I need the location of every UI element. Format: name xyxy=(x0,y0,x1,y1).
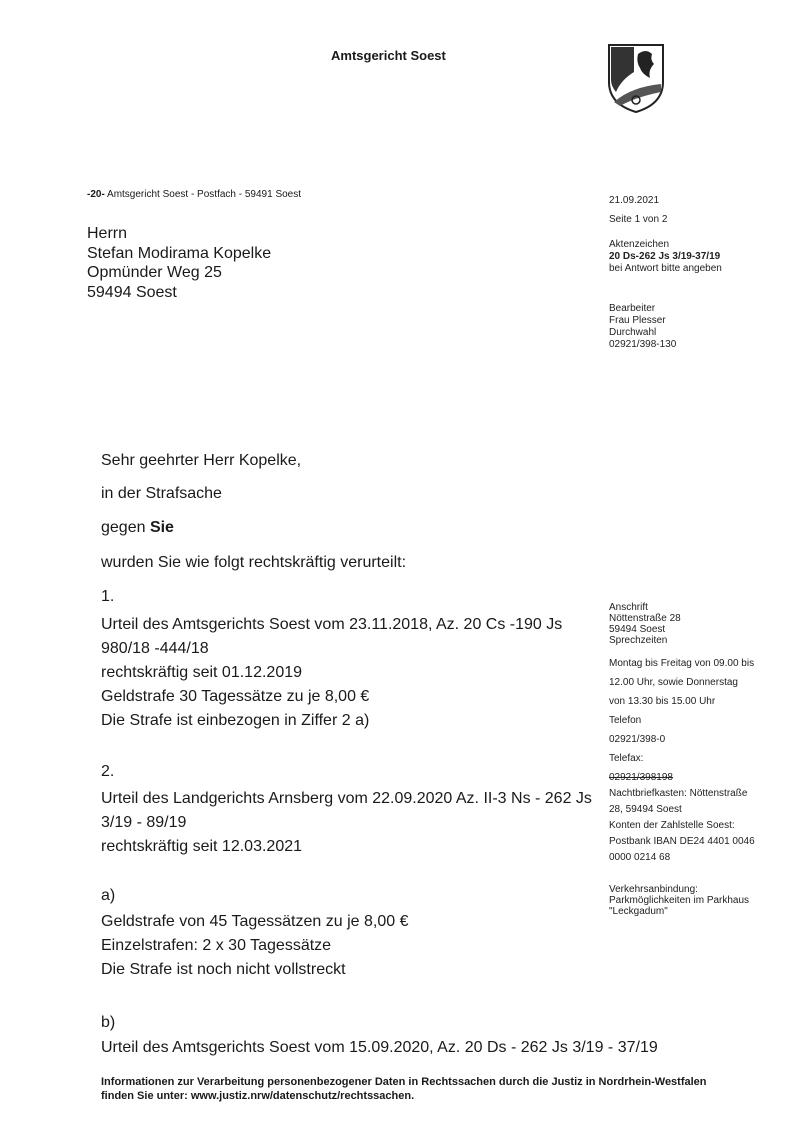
privacy-footer: Informationen zur Verarbeitung personenbezogener Daten in Rechtssachen durch die Justiz in Nordrhein-Westfalen finden Sie unter: www.justiz.nrw/datenschutz/rechtssachen. xyxy=(101,1076,707,1102)
recipient-line: 59494 Soest xyxy=(87,283,177,301)
salutation: Sehr geehrter Herr Kopelke, xyxy=(101,452,302,469)
item-number: 1. xyxy=(101,588,115,605)
recipient-line: Opmünder Weg 25 xyxy=(87,264,222,281)
emphasis: Sie xyxy=(149,519,174,536)
recipient-line: Herrn xyxy=(87,225,128,242)
clerk-name: Frau Plesser xyxy=(609,315,666,326)
item-2a: Geldstrafe von 45 Tagessätzen zu je 8,00 € Einzelstrafen: 2 x 30 Tagessätze Die Strafe ist noch nicht vollstreckt xyxy=(101,913,409,978)
clerk-label: Bearbeiter xyxy=(609,303,656,314)
hours-block: Montag bis Freitag von 09.00 bis 12.00 Uhr, sowie Donnerstag von 13.30 bis 15.00 Uhr Telefon 02921/398-0 Telefax: 02921/398198 xyxy=(609,654,754,787)
sender-return-address xyxy=(87,189,301,200)
body-line: gegen Sie xyxy=(101,519,174,536)
item-label: a) xyxy=(101,887,116,904)
phone-number: 02921/398-130 xyxy=(609,339,677,350)
address-block: Anschrift Nöttenstraße 28 59494 Soest Sprechzeiten xyxy=(609,602,681,646)
reference-block xyxy=(609,239,722,275)
nrw-coat-of-arms-icon xyxy=(606,42,666,114)
reference-label: Aktenzeichen xyxy=(609,239,670,250)
item-label: b) xyxy=(101,1014,116,1031)
letter-date: 21.09.2021 xyxy=(609,195,660,206)
reference-number: 20 Ds-262 Js 3/19-37/19 xyxy=(609,251,721,262)
reference-note: bei Antwort bitte angeben xyxy=(609,263,722,274)
court-name: Amtsgericht Soest xyxy=(331,48,446,63)
item-1: Urteil des Amtsgerichts Soest vom 23.11.2018, Az. 20 Cs -190 Js 980/18 -444/18 rechtskräftig seit 01.12.2019 Geldstrafe 30 Tagessätze zu je 8,00 € Die Strafe ist einbezogen in Ziffer 2 a) xyxy=(101,616,563,729)
item-2b: Urteil des Amtsgerichts Soest vom 15.09.2020, Az. 20 Ds - 262 Js 3/19 - 37/19 xyxy=(101,1039,658,1056)
item-2: Urteil des Landgerichts Arnsberg vom 22.09.2020 Az. II-3 Ns - 262 Js 3/19 - 89/19 rechtskräftig seit 12.03.2021 xyxy=(101,790,592,855)
clerk-block xyxy=(609,303,676,351)
page-count: Seite 1 von 2 xyxy=(609,214,668,225)
recipient-address xyxy=(87,224,271,302)
phone-label: Durchwahl xyxy=(609,327,657,338)
fax-number: 02921/398198 xyxy=(609,772,673,783)
sender-text: Amtsgericht Soest - Postfach - 59491 Soest xyxy=(107,189,302,200)
recipient-line: Stefan Modirama Kopelke xyxy=(87,244,272,262)
mailbox-bank-block: Nachtbriefkasten: Nöttenstraße 28, 59494 Soest Konten der Zahlstelle Soest: Postbank IBAN DE24 4401 0046 0000 0214 68 xyxy=(609,788,755,863)
body-line: wurden Sie wie folgt rechtskräftig verurteilt: xyxy=(101,554,407,571)
transport-block: Verkehrsanbindung: Parkmöglichkeiten im Parkhaus "Leckgadum" xyxy=(609,884,750,917)
sender-code: -20- xyxy=(87,189,105,200)
body-line: in der Strafsache xyxy=(101,485,222,502)
item-number: 2. xyxy=(101,763,115,780)
